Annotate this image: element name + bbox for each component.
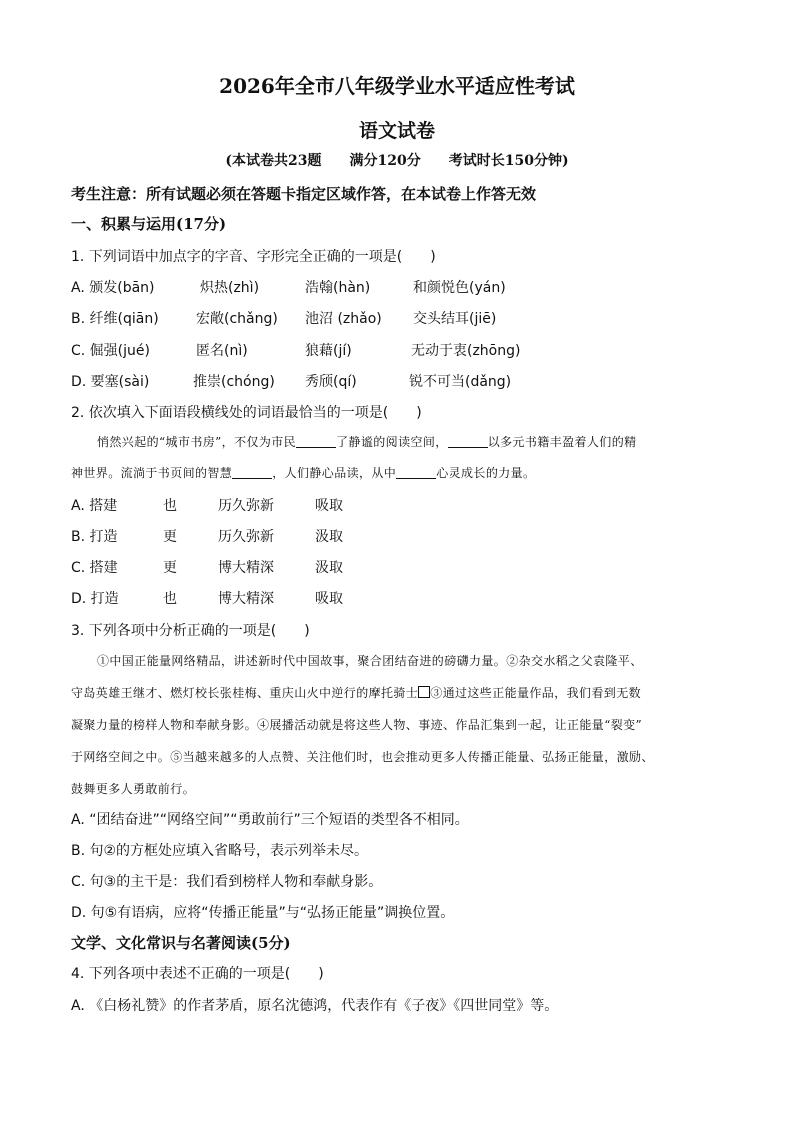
question-4-stem: 4. 下列各项中表述不正确的一项是( ) — [71, 966, 324, 982]
q1-row-d-4: 锐不可当(dǎng) — [409, 374, 512, 390]
q1-row-c-1: C. 倔强(jué) — [71, 343, 150, 359]
q4-option-a: A. 《白杨礼赞》的作者茅盾，原名沈德鸿，代表作有《子夜》《四世同堂》等。 — [71, 998, 559, 1014]
q2-row-b-1: B. 打造 — [71, 529, 118, 545]
q2-row-c-2: 更 — [163, 560, 177, 576]
q1-row-d-2: 推崇(chóng) — [193, 374, 275, 390]
q2-blank-4 — [396, 466, 436, 479]
q3-passage-line-1: ①中国正能量网络精品，讲述新时代中国故事，聚合团结奋进的磅礴力量。②杂交水稻之父袁隆平、 — [97, 654, 643, 668]
q2-row-d-4: 吸取 — [315, 591, 343, 607]
q2-passage-line-1 — [97, 433, 759, 450]
q2-row-a-3: 历久弥新 — [218, 498, 274, 514]
exam-subtitle: 语文试卷 — [358, 120, 435, 142]
section-heading-2: 文学、文化常识与名著阅读(5分) — [71, 934, 291, 952]
q2-row-a-1: A. 搭建 — [71, 498, 118, 514]
q2-row-d-3: 博大精深 — [218, 591, 274, 607]
exam-title: 2026年全市八年级学业水平适应性考试 — [219, 74, 575, 98]
q1-row-d-1: D. 要塞(sài) — [71, 374, 150, 390]
q1-row-a-3: 浩翰(hàn) — [305, 280, 371, 296]
q2-blank-1 — [296, 435, 336, 448]
q2-row-a-4: 吸取 — [315, 498, 343, 514]
q2-row-b-2: 更 — [163, 529, 177, 545]
q2-row-c-1: C. 搭建 — [71, 560, 118, 576]
q1-row-d-3: 秀颀(qí) — [305, 374, 357, 390]
q1-row-b-3: 池沼 (zhǎo) — [305, 311, 382, 327]
q2-passage-1c: 以多元书籍丰盈着人们的精 — [487, 435, 637, 449]
q3-passage-line-5: 鼓舞更多人勇敢前行。 — [71, 782, 196, 796]
question-3-stem: 3. 下列各项中分析正确的一项是( ) — [71, 623, 310, 639]
q3-passage-line-2 — [71, 684, 733, 701]
q3-passage-line-4: 于网络空间之中。⑤当越来越多的人点赞、关注他们时，也会推动更多人传播正能量、弘扬正能量，激励、 — [71, 750, 654, 764]
q2-passage-1b: 了静谧的阅读空间， — [336, 435, 448, 449]
q3-blank-box — [418, 686, 430, 698]
q2-blank-3 — [232, 466, 272, 479]
q2-passage-2c: 心灵成长的力量。 — [436, 466, 536, 480]
q3-option-a: A. “团结奋进”“网络空间”“勇敢前行”三个短语的类型各不相同。 — [71, 812, 469, 828]
exam-info: (本试卷共23题 满分120分 考试时长150分钟) — [225, 153, 569, 169]
q3-option-b: B. 句②的方框处应填入省略号，表示列举未尽。 — [71, 843, 369, 859]
q1-row-b-1: B. 纤维(qiān) — [71, 311, 159, 327]
q1-row-a-1: A. 颁发(bān) — [71, 280, 155, 296]
q3-option-d: D. 句⑤有语病，应将“传播正能量”与“弘扬正能量”调换位置。 — [71, 905, 455, 921]
q3-passage-2a: 守岛英雄王继才、燃灯校长张桂梅、重庆山火中逆行的摩托骑士 — [71, 686, 419, 700]
q2-passage-2a: 神世界。流淌于书页间的智慧 — [71, 466, 233, 480]
q1-row-b-2: 宏敞(chǎng) — [196, 311, 278, 327]
q2-blank-2 — [448, 435, 488, 448]
q3-passage-line-3: 凝聚力量的榜样人物和奉献身影。④展播活动就是将这些人物、事迹、作品汇集到一起，让正能量“裂变” — [71, 718, 643, 732]
q1-row-a-4: 和颜悦色(yán) — [413, 280, 506, 296]
q1-row-c-2: 匿名(nì) — [196, 343, 248, 359]
candidate-notice: 考生注意：所有试题必须在答题卡指定区域作答，在本试卷上作答无效 — [71, 185, 537, 203]
q3-option-c: C. 句③的主干是：我们看到榜样人物和奉献身影。 — [71, 874, 383, 890]
section-heading-1: 一、积累与运用(17分) — [71, 215, 227, 233]
q2-row-d-1: D. 打造 — [71, 591, 119, 607]
question-2-stem: 2. 依次填入下面语段横线处的词语最恰当的一项是( ) — [71, 405, 422, 421]
q2-row-c-3: 博大精深 — [218, 560, 274, 576]
q2-row-c-4: 汲取 — [315, 560, 343, 576]
q2-passage-2b: ，人们静心品读，从中 — [272, 466, 397, 480]
q1-row-c-3: 狼藉(jí) — [305, 343, 352, 359]
q2-row-b-3: 历久弥新 — [218, 529, 274, 545]
q2-row-b-4: 汲取 — [315, 529, 343, 545]
q2-row-a-2: 也 — [163, 498, 177, 514]
q2-passage-1a: 悄然兴起的“城市书房”，不仅为市民 — [97, 435, 297, 449]
q2-row-d-2: 也 — [163, 591, 177, 607]
q1-row-b-4: 交头结耳(jiē) — [413, 311, 497, 327]
q1-row-c-4: 无动于衷(zhōng) — [411, 343, 521, 359]
q3-passage-2b: ③通过这些正能量作品，我们看到无数 — [430, 686, 642, 700]
q2-passage-line-2 — [71, 464, 733, 481]
q1-row-a-2: 炽热(zhì) — [200, 280, 260, 296]
question-1-stem: 1. 下列词语中加点字的字音、字形完全正确的一项是( ) — [71, 249, 436, 265]
